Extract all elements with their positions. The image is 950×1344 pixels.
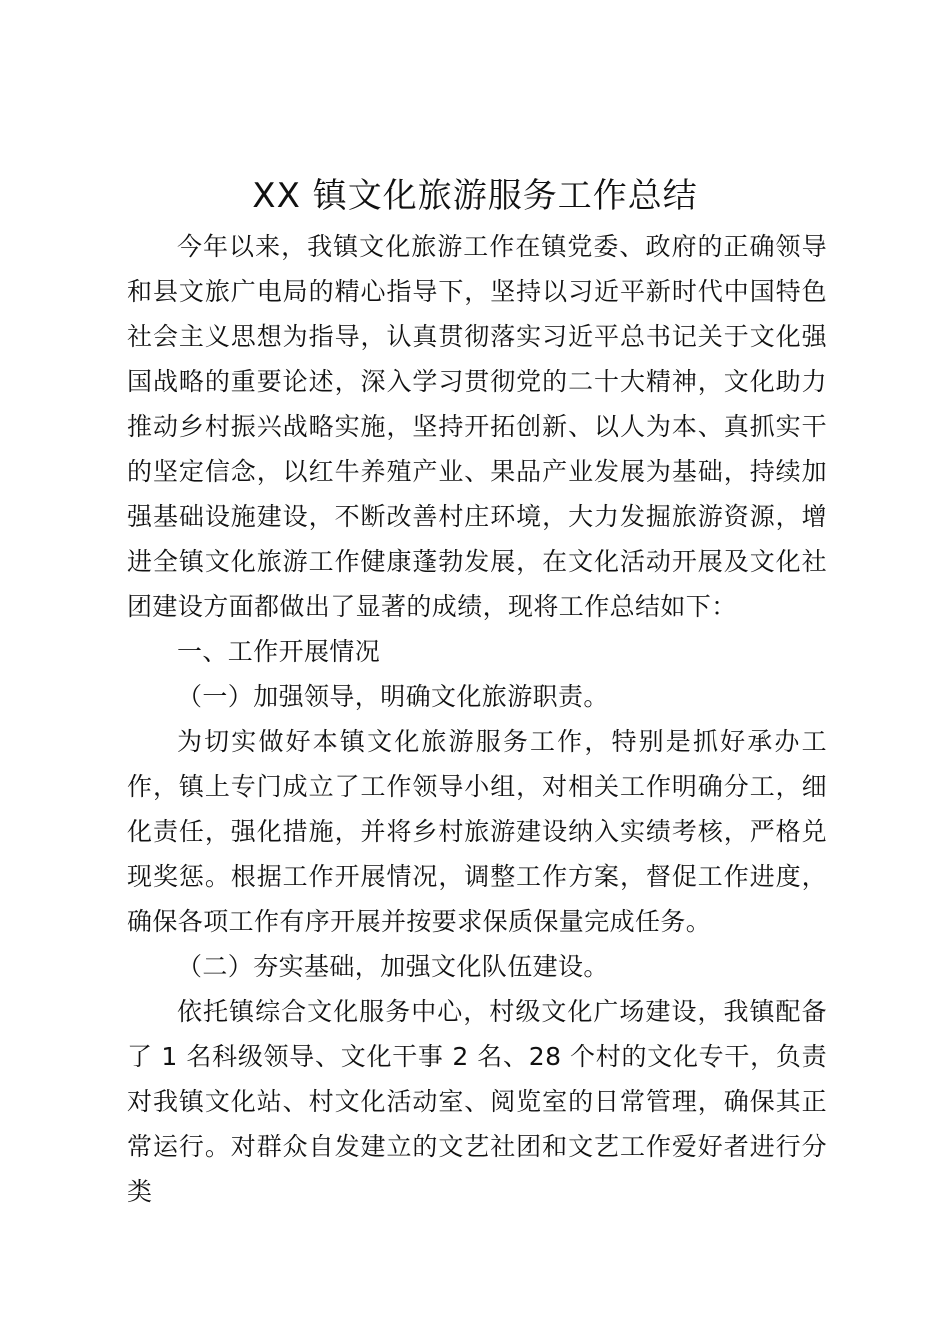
section-heading-1: 一、工作开展情况 (177, 637, 381, 666)
document-body (127, 224, 827, 1214)
subsection-heading-1: （一）加强领导，明确文化旅游职责。 (177, 682, 609, 711)
subsection-2-paragraph: 依托镇综合文化服务中心，村级文化广场建设，我镇配备了 1 名科级领导、文化干事 2 名、28 个村的文化专干，负责对我镇文化站、村文化活动室、阅览室的日常管理，确保其正常运行。对群众自发建立的文艺社团和文艺工作爱好者进行分类 (127, 997, 827, 1206)
document-title: XX 镇文化旅游服务工作总结 (252, 176, 698, 216)
intro-paragraph: 今年以来，我镇文化旅游工作在镇党委、政府的正确领导和县文旅广电局的精心指导下，坚持以习近平新时代中国特色社会主义思想为指导，认真贯彻落实习近平总书记关于文化强国战略的重要论述，深入学习贯彻党的二十大精神，文化助力推动乡村振兴战略实施，坚持开拓创新、以人为本、真抓实干的坚定信念，以红牛养殖产业、果品产业发展为基础，持续加强基础设施建设，不断改善村庄环境，大力发掘旅游资源，增进全镇文化旅游工作健康蓬勃发展，在文化活动开展及文化社团建设方面都做出了显著的成绩，现将工作总结如下： (127, 232, 827, 621)
subsection-1-paragraph: 为切实做好本镇文化旅游服务工作，特别是抓好承办工作，镇上专门成立了工作领导小组，对相关工作明确分工，细化责任，强化措施，并将乡村旅游建设纳入实绩考核，严格兑现奖惩。根据工作开展情况，调整工作方案，督促工作进度，确保各项工作有序开展并按要求保质保量完成任务。 (127, 727, 827, 936)
subsection-heading-2: （二）夯实基础，加强文化队伍建设。 (177, 952, 609, 981)
